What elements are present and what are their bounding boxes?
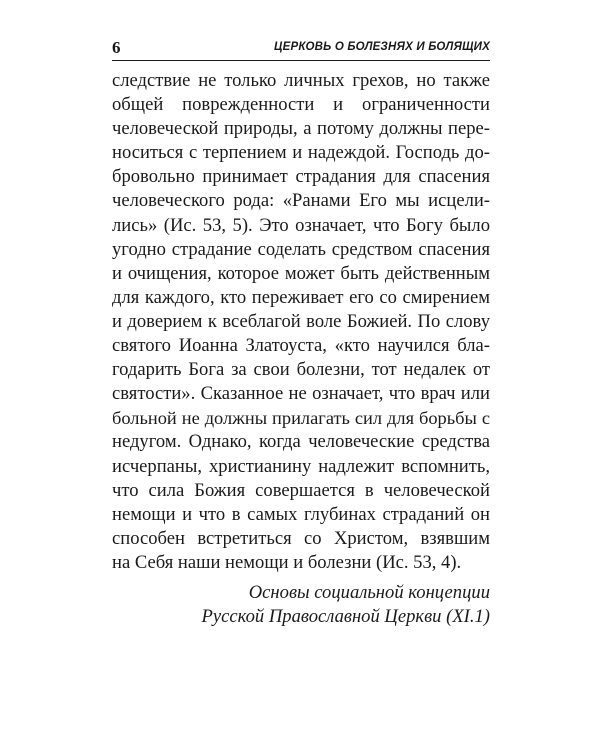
text-line: и доверием к всеблагой воле Божией. По слову xyxy=(112,310,490,332)
text-line: человеческого рода: «Ранами Его мы исцели- xyxy=(112,190,490,212)
text-line: для каждого, кто переживает его со смирением xyxy=(112,286,490,308)
text-line: что сила Божия совершается в человеческой xyxy=(112,479,490,501)
text-line: следствие не только личных грехов, но также xyxy=(112,70,490,91)
text-line: святости». Сказанное не означает, что врач или xyxy=(112,383,490,405)
text-line: святого Иоанна Златоуста, «кто научился бла- xyxy=(112,335,490,357)
text-line: немощи и что в самых глубинах страданий он xyxy=(112,503,490,525)
running-title: ЦЕРКОВЬ О БОЛЕЗНЯХ И БОЛЯЩИХ xyxy=(274,41,490,53)
text-line: угодно страдание соделать средством спасения xyxy=(112,238,490,260)
text-line: человеческой природы, а потому должны пере- xyxy=(112,118,490,140)
body-paragraph xyxy=(112,69,490,575)
text-line: исчерпаны, христианину надлежит вспомнить, xyxy=(112,455,490,477)
text-line: лись» (Ис. 53, 5). Это означает, что Богу было xyxy=(112,214,490,236)
text-line: бровольно принимает страдания для спасения xyxy=(112,166,490,188)
text-line: на Себя наши немощи и болезни (Ис. 53, 4). xyxy=(112,551,462,573)
text-line: и очищения, которое может быть действенным xyxy=(112,262,490,284)
text-line: носиться с терпением и надеждой. Господь до- xyxy=(112,142,490,164)
text-line: недугом. Однако, когда человеческие средства xyxy=(112,431,490,453)
page-number: 6 xyxy=(112,38,121,57)
text-line: годарить Бога за свои болезни, тот недалек от xyxy=(112,359,490,381)
text-line: способен встретиться со Христом, взявшим xyxy=(112,527,490,549)
text-line: общей поврежденности и ограниченности xyxy=(112,94,490,116)
book-page xyxy=(112,36,490,629)
running-head xyxy=(112,36,490,61)
source-attribution xyxy=(112,581,490,629)
text-line: больной не должны прилагать сил для борьбы с xyxy=(112,408,490,429)
attribution-line: Основы социальной концепции xyxy=(248,581,490,603)
attribution-line: Русской Православной Церкви (XI.1) xyxy=(201,605,490,627)
